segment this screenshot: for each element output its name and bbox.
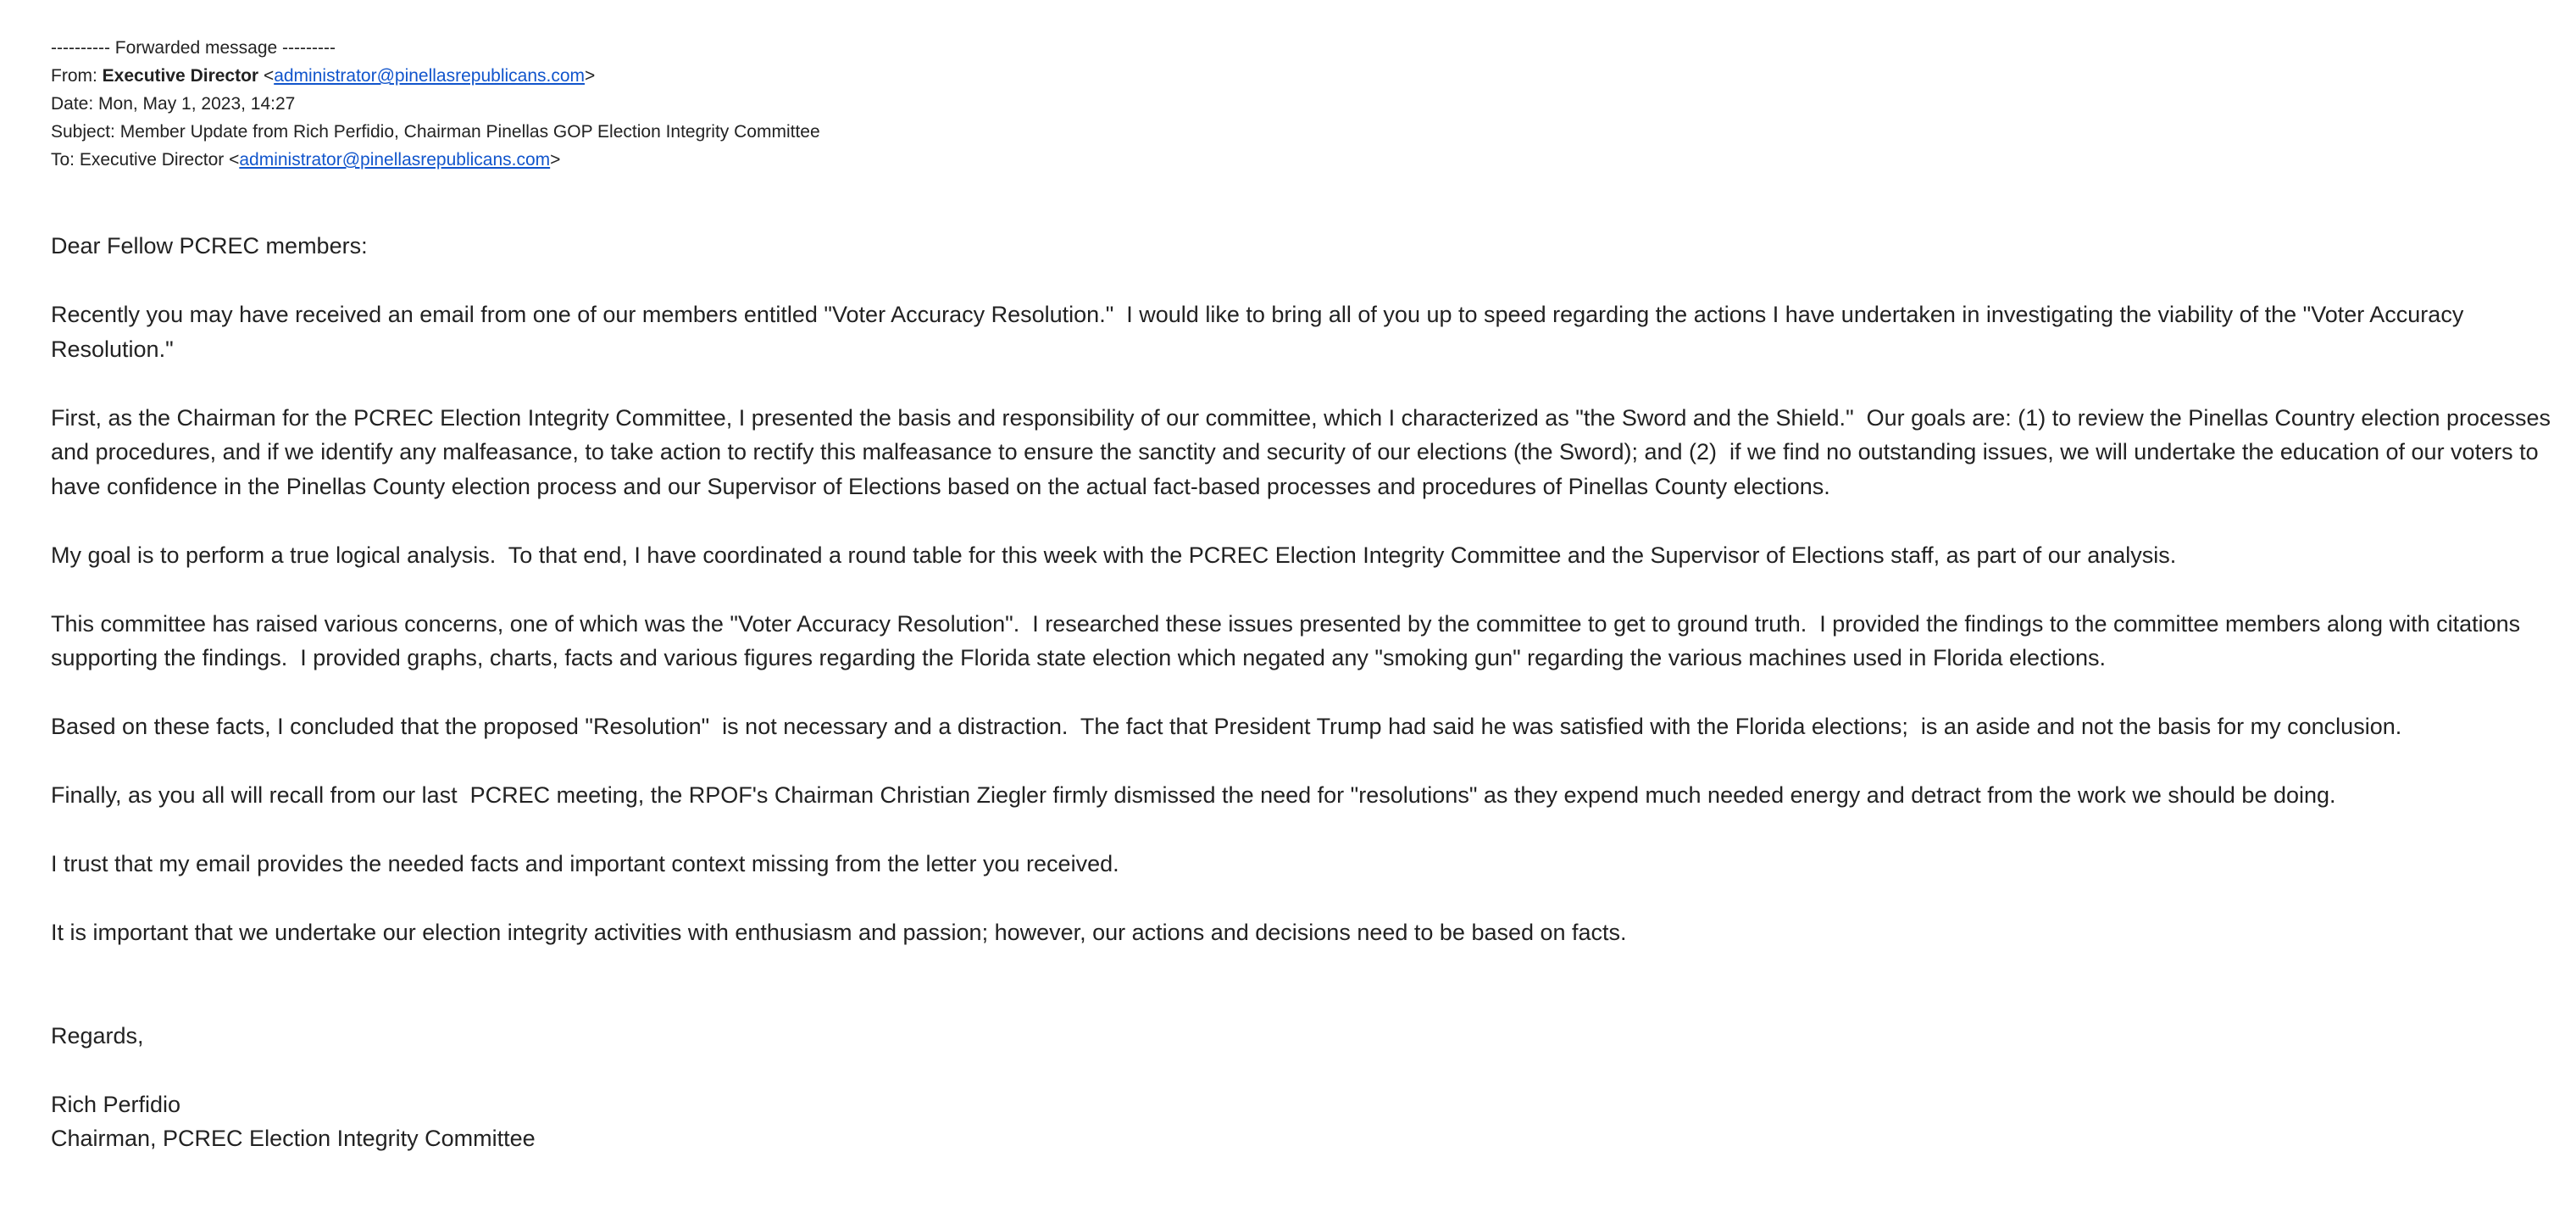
body-paragraph: Finally, as you all will recall from our last PCREC meeting, the RPOF's Chairman Christian Ziegler firmly dismissed the need for "resolutions" as they expend much needed energy and detract from the work we should be doing.	[51, 782, 2336, 808]
body-paragraph: It is important that we undertake our election integrity activities with enthusiasm and passion; however, our actions and decisions need to be based on facts.	[51, 920, 1627, 945]
to-label: To: Executive Director	[51, 150, 230, 170]
forwarded-separator: ---------- Forwarded message ---------	[51, 38, 336, 58]
body-paragraph: I trust that my email provides the needed facts and important context missing from the letter you received.	[51, 851, 1119, 876]
closing: Regards,	[51, 1022, 144, 1048]
body-paragraph: First, as the Chairman for the PCREC Election Integrity Committee, I presented the basis and responsibility of our committee, which I characterized as "the Sword and the Shield." Our goals are: (1) to review the Pinellas Country election processes and procedures, and if we identify any malfeasance, to take action to rectify this malfeasance to ensure the sanctity and security of our elections (the Sword); and (2) if we find no outstanding issues, we will undertake the education of our voters to have confidence in the Pinellas County election process and our Supervisor of Elections based on the actual fact-based processes and procedures of Pinellas County elections.	[51, 404, 2557, 499]
body-paragraph: Recently you may have received an email from one of our members entitled "Voter Accuracy Resolution." I would like to bring all of you up to speed regarding the actions I have undertaken in investigating the viability of the "Voter Accuracy Resolution."	[51, 302, 2470, 362]
forwarded-from	[51, 62, 2559, 90]
email-message	[51, 34, 2559, 1156]
from-name: Executive Director	[102, 66, 259, 86]
from-angle-close: >	[585, 66, 596, 86]
message-body	[51, 229, 2559, 1156]
to-angle-open: <	[229, 150, 240, 170]
signature-title: Chairman, PCREC Election Integrity Committee	[51, 1126, 536, 1151]
forwarded-header	[51, 34, 2559, 174]
forwarded-date: Date: Mon, May 1, 2023, 14:27	[51, 94, 296, 114]
from-label: From:	[51, 66, 103, 86]
signature-name: Rich Perfidio	[51, 1091, 181, 1117]
from-angle-open: <	[263, 66, 275, 86]
to-angle-close: >	[550, 150, 561, 170]
greeting: Dear Fellow PCREC members:	[51, 233, 368, 259]
body-paragraph: This committee has raised various concerns, one of which was the "Voter Accuracy Resolution". I researched these issues presented by the committee to get to ground truth. I provided the findings to the committee members along with citations supporting the findings. I provided graphs, charts, facts and various figures regarding the Florida state election which negated any "smoking gun" regarding the various machines used in Florida elections.	[51, 610, 2527, 670]
signature	[51, 1087, 2559, 1156]
to-email-link[interactable]: administrator@pinellasrepublicans.com	[239, 150, 551, 170]
forwarded-subject: Subject: Member Update from Rich Perfidio, Chairman Pinellas GOP Election Integrity Committee	[51, 122, 820, 142]
forwarded-to	[51, 146, 2559, 174]
body-paragraph: Based on these facts, I concluded that the proposed "Resolution" is not necessary and a distraction. The fact that President Trump had said he was satisfied with the Florida elections; is an aside and not the basis for my conclusion.	[51, 714, 2402, 739]
from-email-link[interactable]: administrator@pinellasrepublicans.com	[274, 66, 586, 86]
body-paragraph: My goal is to perform a true logical analysis. To that end, I have coordinated a round table for this week with the PCREC Election Integrity Committee and the Supervisor of Elections staff, as part of our analysis.	[51, 542, 2177, 568]
